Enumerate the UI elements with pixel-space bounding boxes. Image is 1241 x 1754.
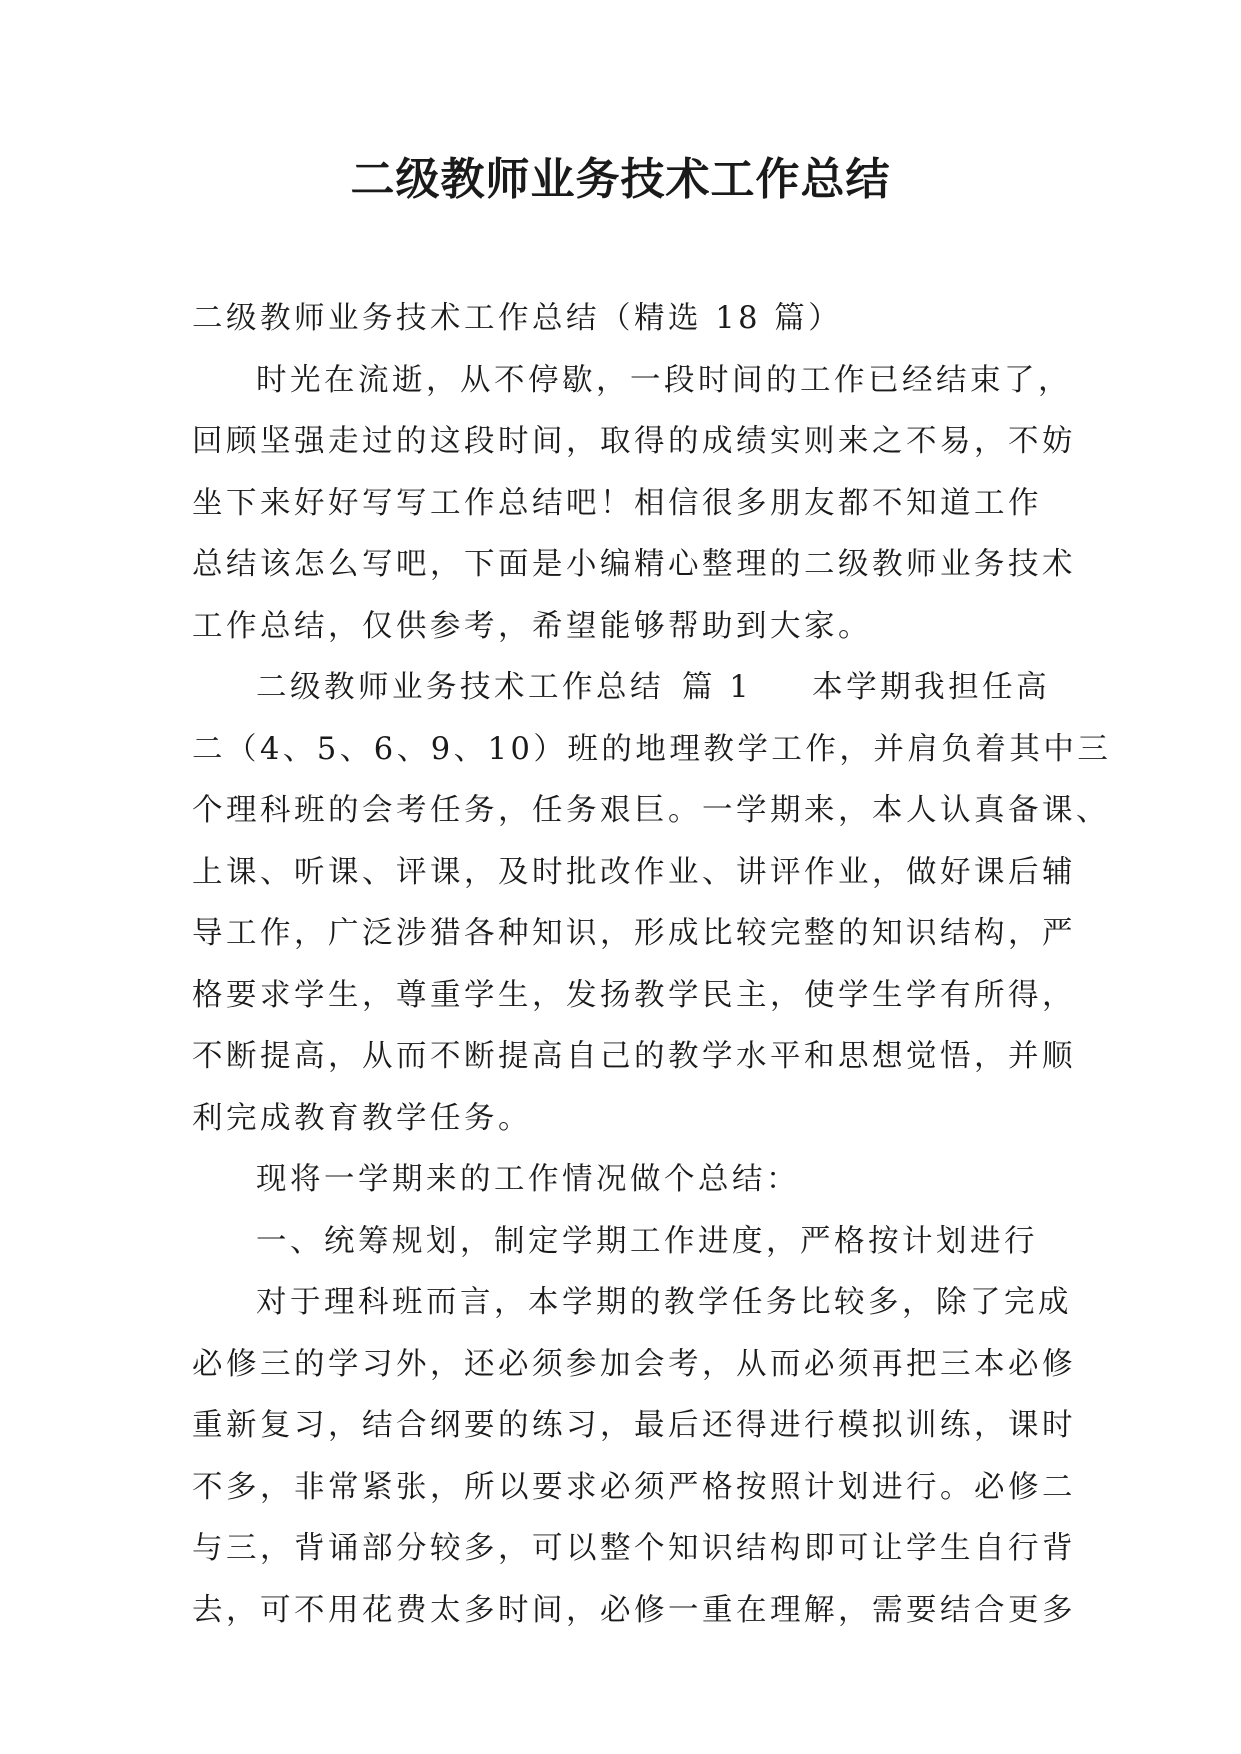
section-1-line-8: 利完成教育教学任务。 (192, 1100, 532, 1136)
section-1-line-4: 上课、听课、评课，及时批改作业、讲评作业，做好课后辅 (192, 854, 1076, 890)
intro-line-5: 工作总结，仅供参考，希望能够帮助到大家。 (192, 608, 872, 644)
section-1-line-5: 导工作，广泛涉猎各种知识，形成比较完整的知识结构，严 (192, 916, 1076, 951)
section-1-heading: 二级教师业务技术工作总结 (256, 670, 664, 705)
intro-line-2: 回顾坚强走过的这段时间，取得的成绩实则来之不易，不妨 (192, 424, 1076, 459)
paragraph-2-line-5: 与三，背诵部分较多，可以整个知识结构即可让学生自行背 (192, 1531, 1076, 1566)
document-subtitle: 二级教师业务技术工作总结（精选 18 篇） (192, 301, 843, 336)
section-1-line-3: 个理科班的会考任务，任务艰巨。一学期来，本人认真备课、 (192, 793, 1110, 828)
paragraph-2-line-3: 重新复习，结合纲要的练习，最后还得进行模拟训练，课时 (192, 1408, 1076, 1443)
paragraph-2-line-4: 不多，非常紧张，所以要求必须严格按照计划进行。必修二 (192, 1469, 1076, 1505)
intro-line-4: 总结该怎么写吧，下面是小编精心整理的二级教师业务技术 (192, 547, 1076, 582)
intro-line-1: 时光在流逝，从不停歇，一段时间的工作已经结束了， (256, 362, 1072, 398)
section-1-first-text: 本学期我担任高 (812, 670, 1051, 705)
section-1-first-line (192, 657, 1062, 719)
section-1-label: 篇 1 (682, 670, 753, 705)
intro-line-3: 坐下来好好写写工作总结吧！相信很多朋友都不知道工作 (192, 485, 1042, 521)
section-1-line-6: 格要求学生，尊重学生，发扬教学民主，使学生学有所得， (192, 977, 1076, 1013)
summary-intro: 现将一学期来的工作情况做个总结： (256, 1162, 800, 1197)
point-1-heading: 一、统筹规划，制定学期工作进度，严格按计划进行 (256, 1223, 1038, 1259)
section-1-line-2: 二（4、5、6、9、10）班的地理教学工作，并肩负着其中三 (192, 731, 1112, 767)
section-1-line-7: 不断提高，从而不断提高自己的教学水平和思想觉悟，并顺 (192, 1039, 1076, 1074)
paragraph-2-line-1: 对于理科班而言，本学期的教学任务比较多，除了完成 (256, 1285, 1072, 1320)
paragraph-2-line-2: 必修三的学习外，还必须参加会考，从而必须再把三本必修 (192, 1346, 1076, 1382)
document-body (192, 288, 1112, 1641)
paragraph-2-line-6: 去，可不用花费太多时间，必修一重在理解，需要结合更多 (192, 1592, 1076, 1628)
document-title: 二级教师业务技术工作总结 (350, 154, 891, 205)
